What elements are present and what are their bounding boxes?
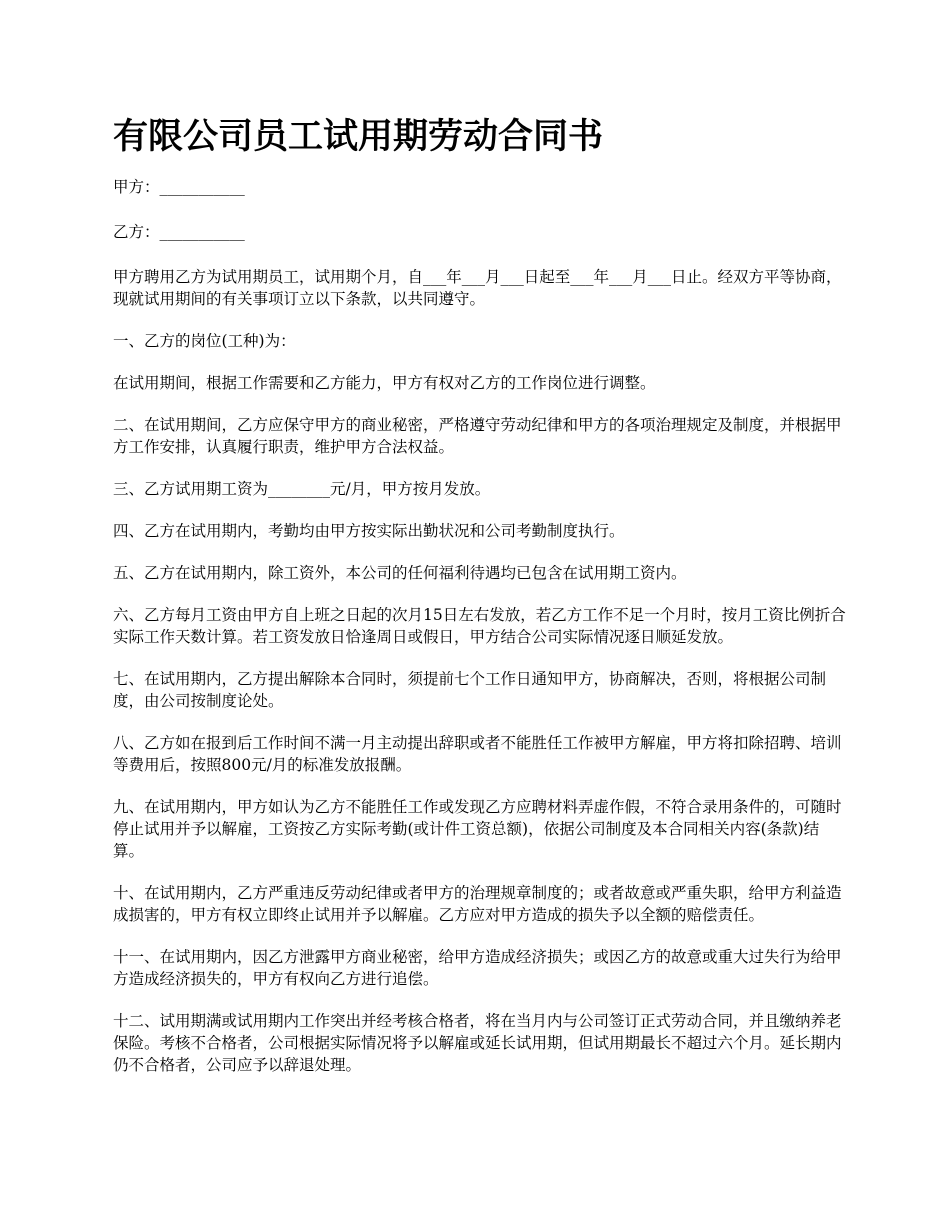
party-b-line: 乙方：___________ bbox=[113, 223, 245, 241]
clause-9: 九、在试用期内，甲方如认为乙方不能胜任工作或发现乙方应聘材料弄虚作假，不符合录用条件的，可随时停止试用并予以解雇，工资按乙方实际考勤(或计件工资总额)，依据公司制度及本合同相关内容(条款)结算。 bbox=[113, 798, 842, 860]
clause-8: 八、乙方如在报到后工作时间不满一月主动提出辞职或者不能胜任工作被甲方解雇，甲方将扣除招聘、培训等费用后，按照800元/月的标准发放报酬。 bbox=[113, 734, 842, 774]
clause-4: 四、乙方在试用期内，考勤均由甲方按实际出勤状况和公司考勤制度执行。 bbox=[113, 522, 625, 540]
clause-1-position: 一、乙方的岗位(工种)为： bbox=[113, 332, 296, 350]
clause-12: 十二、试用期满或试用期内工作突出并经考核合格者，将在当月内与公司签订正式劳动合同，并且缴纳养老保险。考核不合格者，公司根据实际情况将予以解雇或延长试用期，但试用期最长不超过六个月。延长期内仍不合格者，公司应予以辞退处理。 bbox=[113, 1012, 842, 1074]
paragraph-intro: 甲方聘用乙方为试用期员工，试用期个月，自___年___月___日起至___年___月___日止。经双方平等协商，现就试用期间的有关事项订立以下条款，以共同遵守。 bbox=[113, 268, 842, 308]
clause-5: 五、乙方在试用期内，除工资外，本公司的任何福利待遇均已包含在试用期工资内。 bbox=[113, 564, 687, 582]
party-a-line: 甲方：___________ bbox=[113, 178, 245, 196]
clause-7: 七、在试用期内，乙方提出解除本合同时，须提前七个工作日通知甲方，协商解决，否则，将根据公司制度，由公司按制度论处。 bbox=[113, 670, 827, 710]
clause-6: 六、乙方每月工资由甲方自上班之日起的次月15日左右发放，若乙方工作不足一个月时，按月工资比例折合实际工作天数计算。若工资发放日恰逢周日或假日，甲方结合公司实际情况逐日顺延发放。 bbox=[113, 606, 846, 646]
clause-11: 十一、在试用期内，因乙方泄露甲方商业秘密，给甲方造成经济损失；或因乙方的故意或重大过失行为给甲方造成经济损失的，甲方有权向乙方进行追偿。 bbox=[113, 948, 842, 988]
clause-10: 十、在试用期内，乙方严重违反劳动纪律或者甲方的治理规章制度的；或者故意或严重失职，给甲方利益造成损害的，甲方有权立即终止试用并予以解雇。乙方应对甲方造成的损失予以全额的赔偿责任。 bbox=[113, 884, 842, 924]
clause-2: 二、在试用期间，乙方应保守甲方的商业秘密，严格遵守劳动纪律和甲方的各项治理规定及制度，并根据甲方工作安排，认真履行职责，维护甲方合法权益。 bbox=[113, 416, 842, 456]
clause-3: 三、乙方试用期工资为________元/月，甲方按月发放。 bbox=[113, 480, 491, 498]
document-page bbox=[113, 108, 848, 1096]
document-title: 有限公司员工试用期劳动合同书 bbox=[113, 116, 604, 157]
clause-1-adjustment: 在试用期间，根据工作需要和乙方能力，甲方有权对乙方的工作岗位进行调整。 bbox=[113, 374, 656, 392]
